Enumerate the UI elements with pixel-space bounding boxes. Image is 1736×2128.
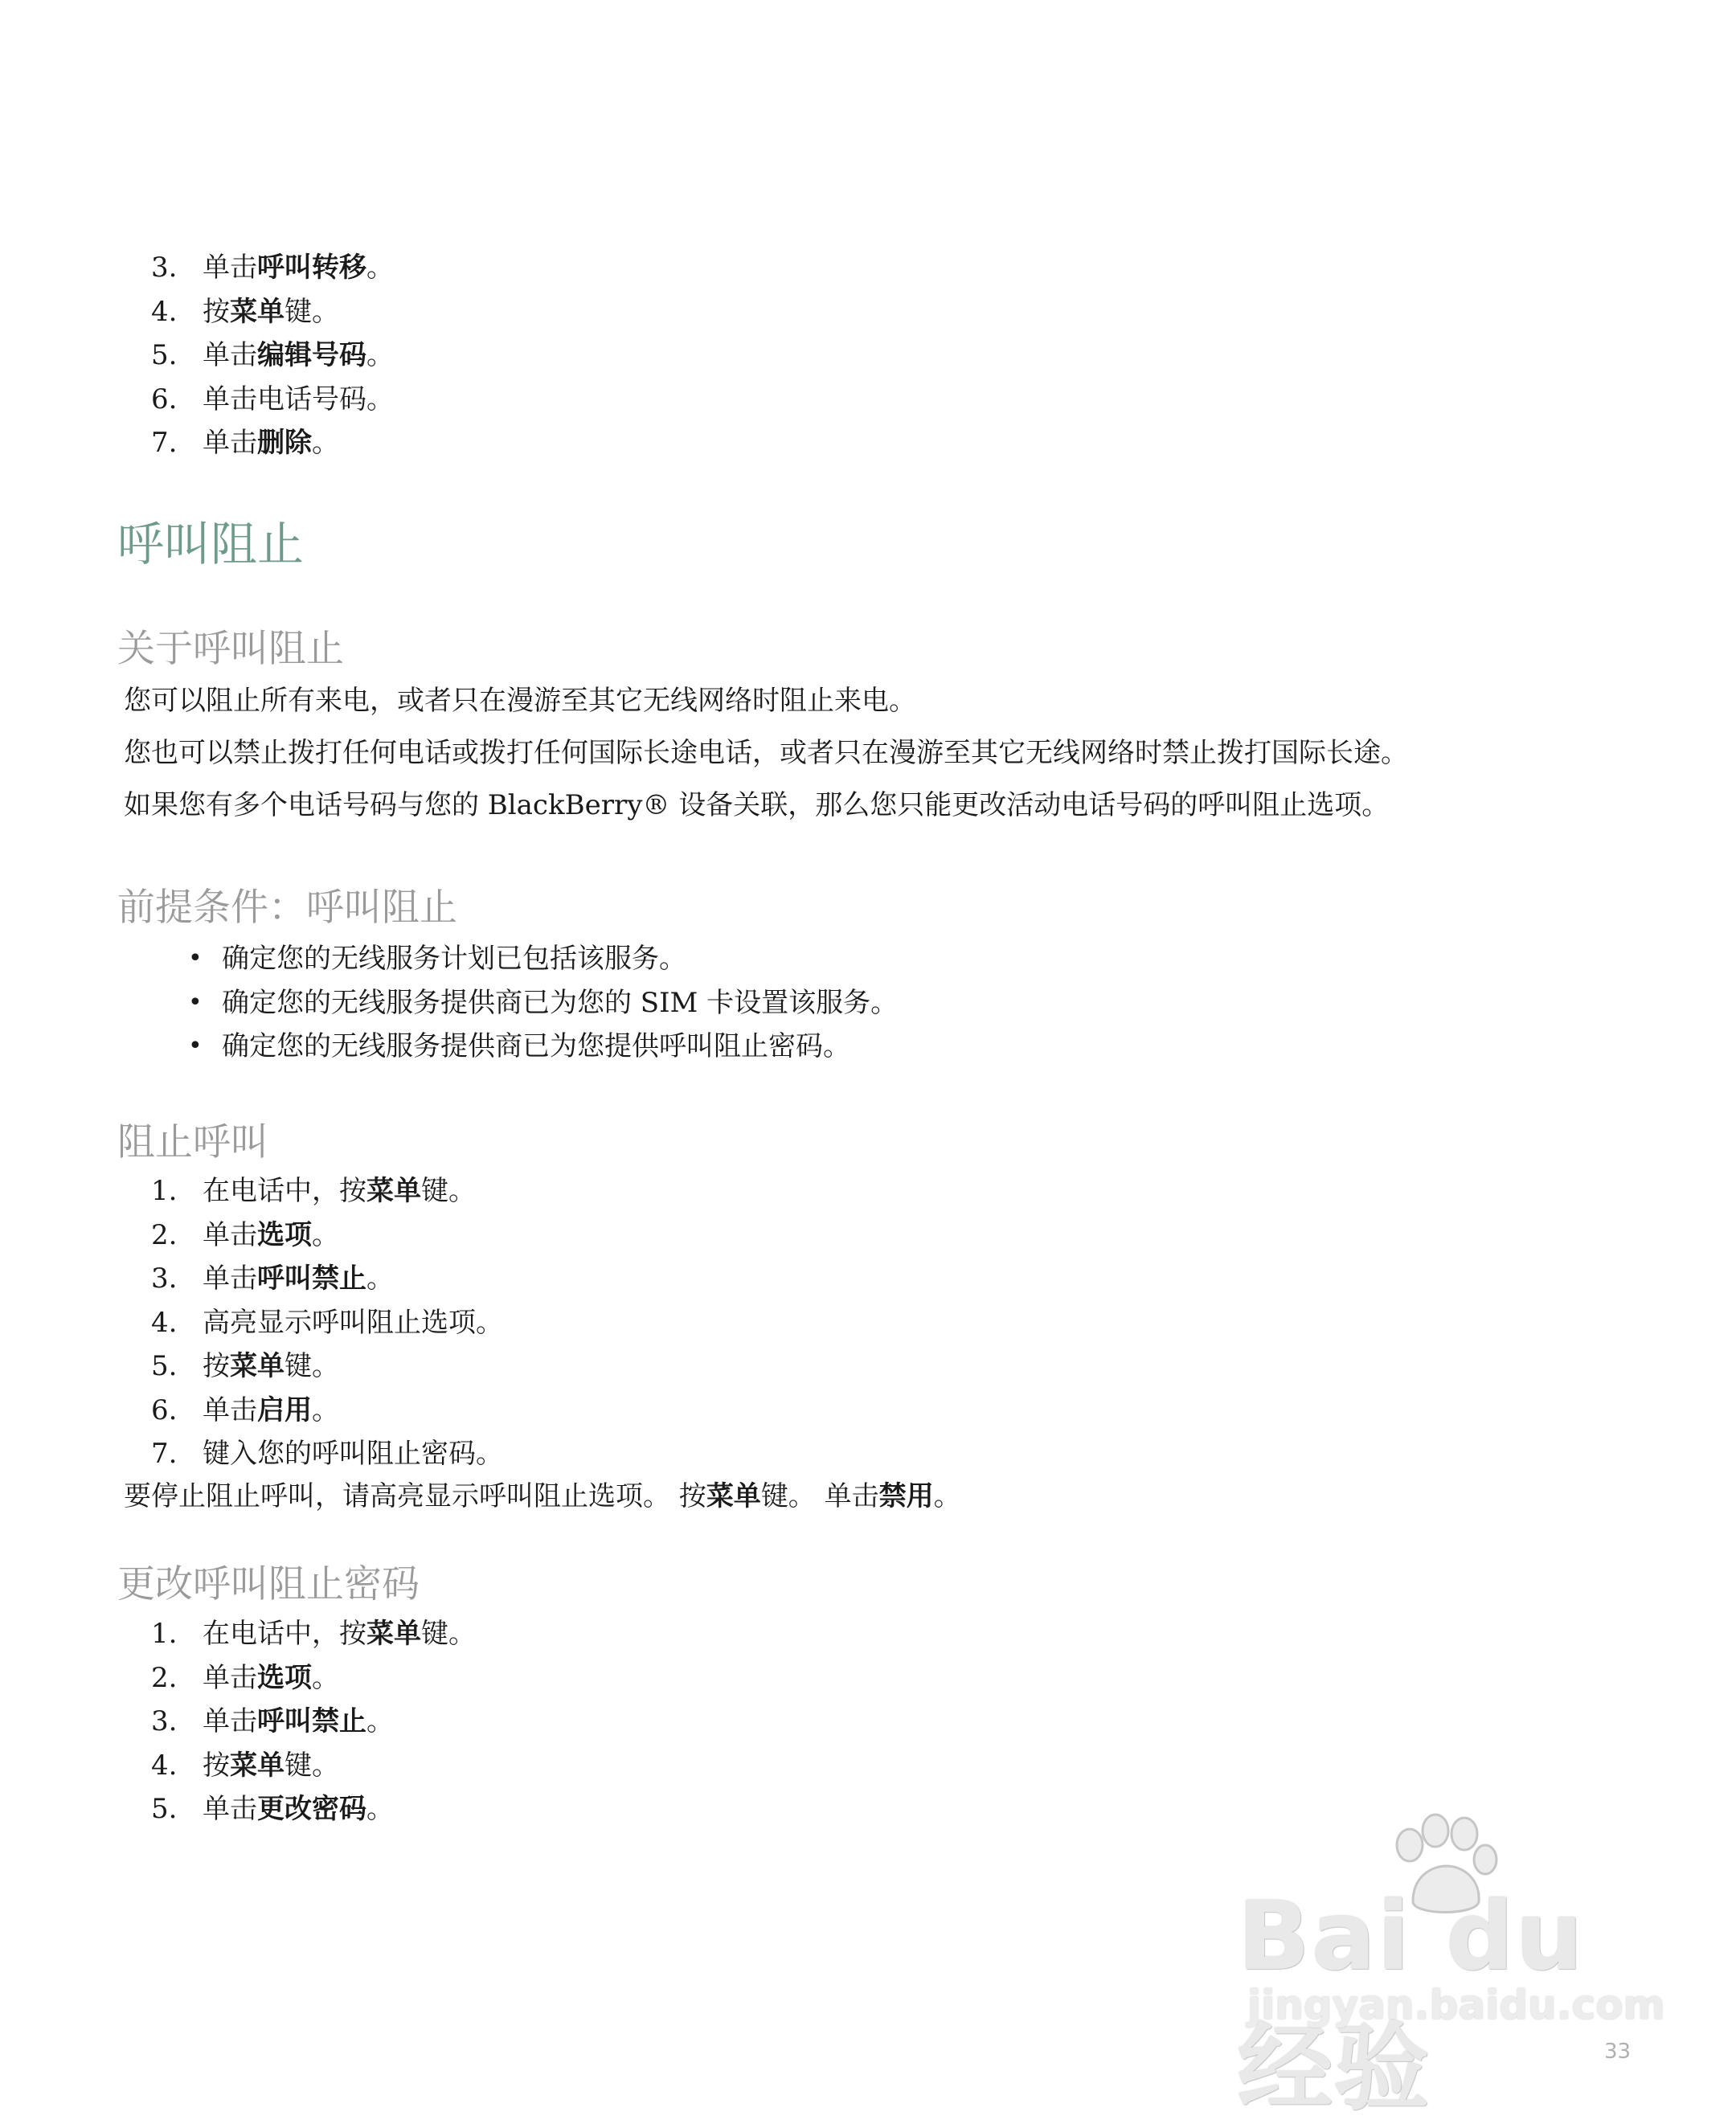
list-item: 7. 键入您的呼叫阻止密码。	[151, 1438, 503, 1470]
list-item: 4. 按菜单键。	[151, 1749, 339, 1782]
list-item: 2. 单击选项。	[151, 1661, 339, 1694]
list-item: 4. 高亮显示呼叫阻止选项。	[151, 1306, 503, 1339]
list-item: 4. 按菜单键。	[151, 295, 339, 328]
watermark-url: jingyan.baidu.com	[1247, 1982, 1665, 2028]
change-heading: 更改呼叫阻止密码	[117, 1562, 420, 1606]
block-steps-list	[119, 1169, 503, 1476]
list-item: • 确定您的无线服务提供商已为您的 SIM 卡设置该服务。	[183, 981, 898, 1025]
about-paragraph-2: 您也可以禁止拨打任何电话或拨打任何国际长途电话，或者只在漫游至其它无线网络时禁止拨打国际长途。	[124, 737, 1408, 769]
about-heading: 关于呼叫阻止	[117, 627, 344, 671]
prereq-heading: 前提条件：呼叫阻止	[117, 886, 457, 930]
steps-top-list	[119, 246, 394, 465]
list-item: 6. 单击启用。	[151, 1393, 339, 1426]
block-note: 要停止阻止呼叫，请高亮显示呼叫阻止选项。 按菜单键。 单击禁用。	[124, 1480, 961, 1512]
about-paragraph-1: 您可以阻止所有来电，或者只在漫游至其它无线网络时阻止来电。	[124, 685, 916, 717]
block-heading: 阻止呼叫	[117, 1120, 268, 1164]
about-paragraph-3: 如果您有多个电话号码与您的 BlackBerry® 设备关联，那么您只能更改活动电话号码的呼叫阻止选项。	[124, 789, 1390, 821]
list-item: 1. 在电话中，按菜单键。	[151, 1175, 476, 1207]
prereq-list	[183, 937, 898, 1069]
list-item: 5. 单击编辑号码。	[151, 339, 394, 371]
bullet-icon: •	[188, 1032, 203, 1060]
list-item: 1. 在电话中，按菜单键。	[151, 1618, 476, 1650]
list-item: 3. 单击呼叫禁止。	[151, 1705, 394, 1737]
list-item: 5. 按菜单键。	[151, 1350, 339, 1382]
list-item: 3. 单击呼叫转移。	[151, 252, 394, 284]
list-item: • 确定您的无线服务计划已包括该服务。	[183, 937, 898, 981]
list-item: 5. 单击更改密码。	[151, 1793, 394, 1825]
list-item: • 确定您的无线服务提供商已为您提供呼叫阻止密码。	[183, 1025, 898, 1069]
section-title: 呼叫阻止	[117, 517, 305, 571]
bullet-icon: •	[188, 988, 203, 1017]
list-item: 7. 单击删除。	[151, 427, 339, 459]
change-steps-list	[119, 1612, 476, 1831]
page-number: 33	[1604, 2040, 1632, 2064]
list-item: 2. 单击选项。	[151, 1218, 339, 1251]
watermark-brand: Bai du 经验	[1238, 1880, 1585, 2123]
list-item: 6. 单击电话号码。	[151, 383, 394, 415]
list-item: 3. 单击呼叫禁止。	[151, 1262, 394, 1295]
bullet-icon: •	[188, 944, 203, 972]
